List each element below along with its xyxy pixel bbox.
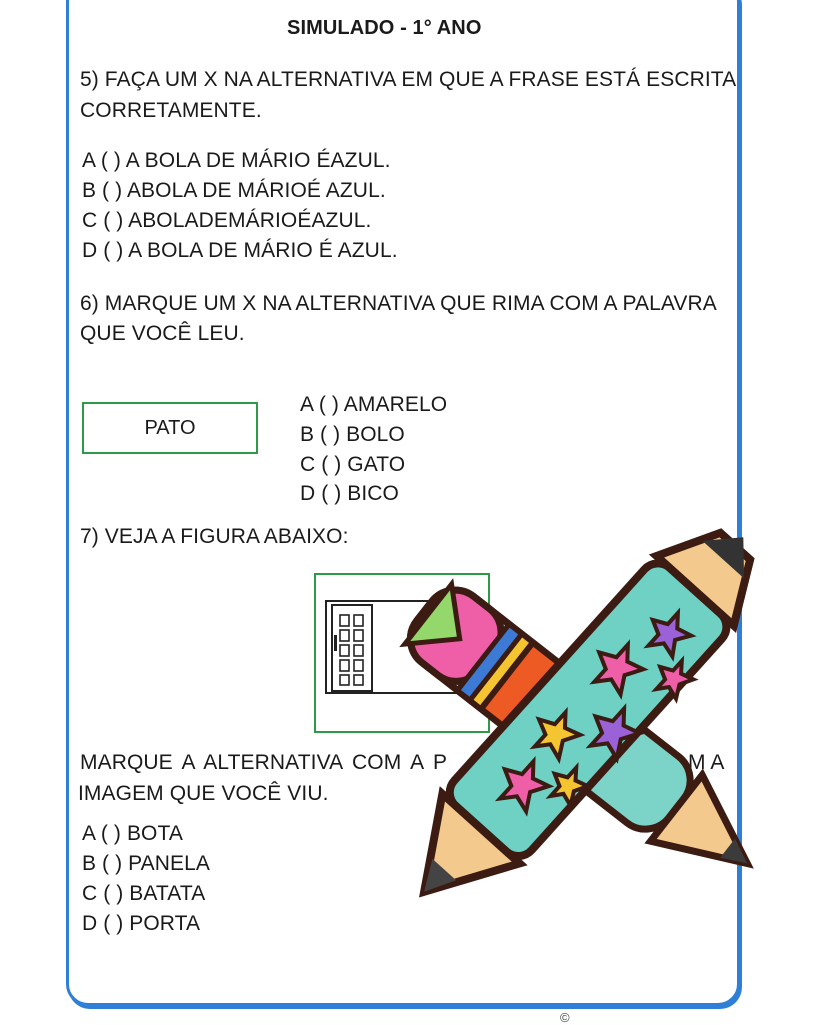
footer-mark: © <box>560 1010 570 1025</box>
q7-option-b: B ( ) PANELA <box>82 852 211 875</box>
q7-instruction-line1-right: M A <box>688 751 725 774</box>
q7-instruction-line2: IMAGEM QUE VOCÊ VIU. <box>78 782 329 805</box>
q5-option-a: A ( ) A BOLA DE MÁRIO ÉAZUL. <box>82 149 391 172</box>
q5-prompt-line1: 5) FAÇA UM X NA ALTERNATIVA EM QUE A FRASE ESTÁ ESCRITA <box>80 68 737 91</box>
q5-prompt-line2: CORRETAMENTE. <box>80 99 262 122</box>
q5-option-b: B ( ) ABOLA DE MÁRIOÉ AZUL. <box>82 179 386 202</box>
q6-option-d: D ( ) BICO <box>300 482 399 505</box>
q5-option-c: C ( ) ABOLADEMÁRIOÉAZUL. <box>82 209 372 232</box>
q6-option-c: C ( ) GATO <box>300 453 406 476</box>
q7-instruction-line1-left: MARQUE A ALTERNATIVA COM A P <box>80 751 448 774</box>
word-box <box>82 402 258 454</box>
q6-option-b: B ( ) BOLO <box>300 423 405 446</box>
q7-prompt: 7) VEJA A FIGURA ABAIXO: <box>80 525 349 548</box>
q6-prompt-line1: 6) MARQUE UM X NA ALTERNATIVA QUE RIMA COM A PALAVRA <box>80 292 717 315</box>
word-box-text: PATO <box>144 416 196 439</box>
q7-option-c: C ( ) BATATA <box>82 882 206 905</box>
q7-option-a: A ( ) BOTA <box>82 822 183 845</box>
q5-option-d: D ( ) A BOLA DE MÁRIO É AZUL. <box>82 239 398 262</box>
q7-option-d: D ( ) PORTA <box>82 912 201 935</box>
q6-option-a: A ( ) AMARELO <box>300 393 448 416</box>
q6-prompt-line2: QUE VOCÊ LEU. <box>80 322 245 345</box>
crossed-pencils-icon <box>340 520 800 930</box>
page-title: SIMULADO - 1° ANO <box>287 17 482 39</box>
